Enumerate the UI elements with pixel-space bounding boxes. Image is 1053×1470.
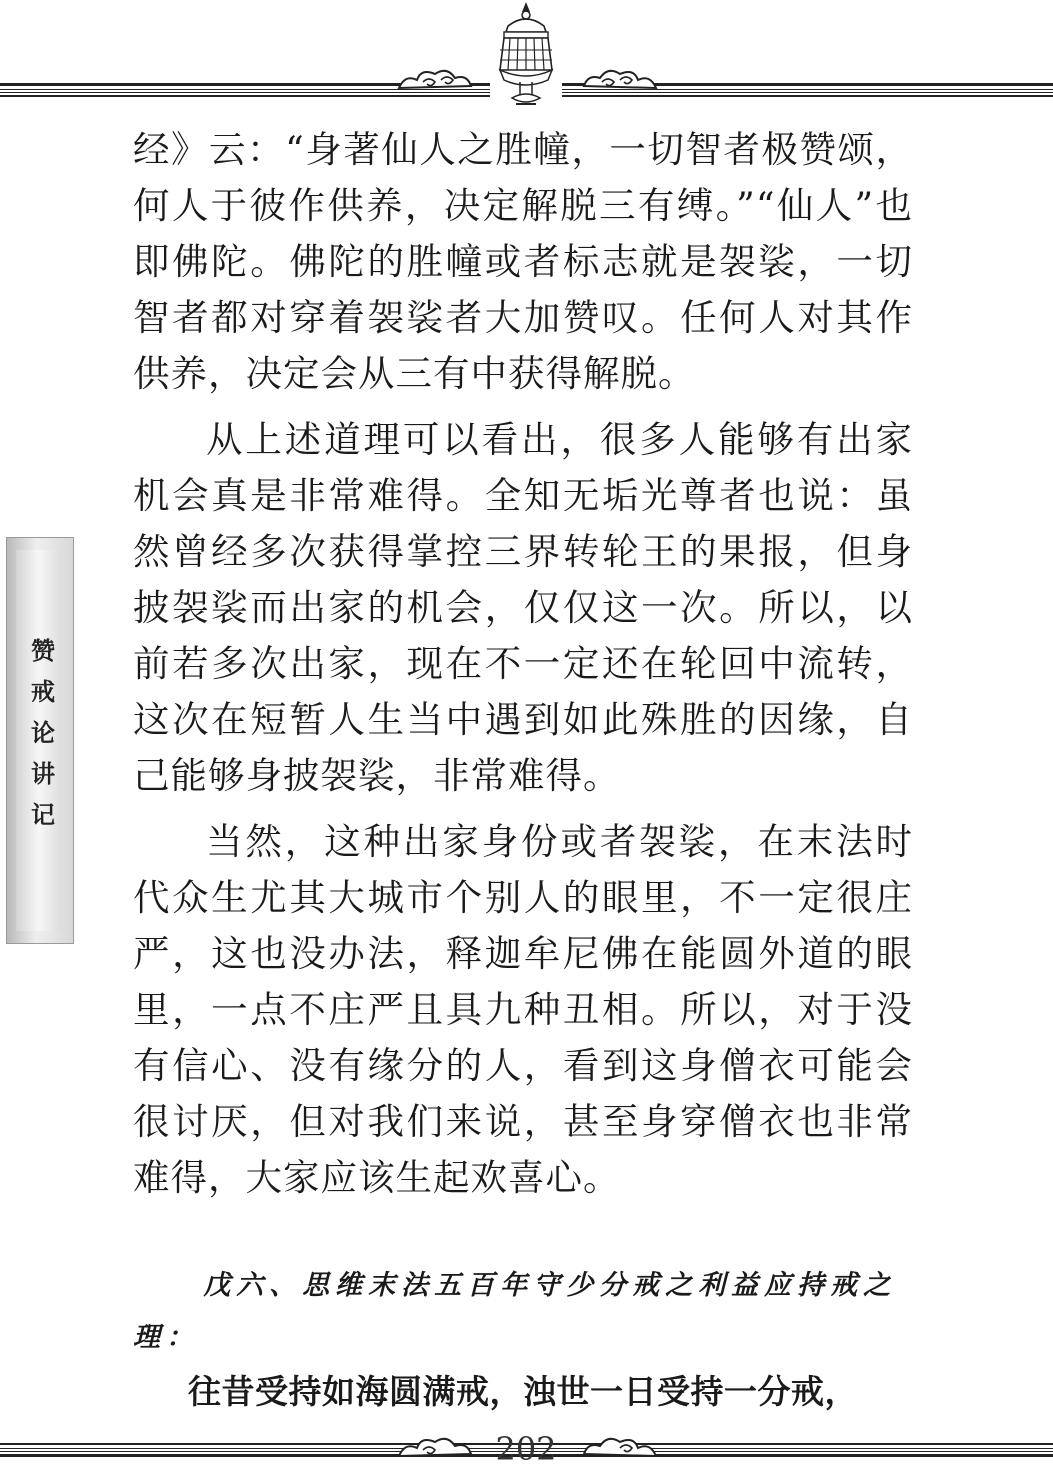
auspicious-cloud-icon <box>580 1432 660 1462</box>
section-heading: 戊六、思维末法五百年守少分戒之利益应持戒之理： <box>133 1270 897 1353</box>
auspicious-cloud-icon <box>395 64 475 94</box>
paragraph-3: 当然，这种出家身份或者袈裟，在末法时代众生尤其大城市个别人的眼里，不一定很庄严，这也没办法，释迦牟尼佛在能圆外道的眼里，一点不庄严且具九种丑相。所以，对于没有信心、没有缘分的人，看到这身僧衣可能会很讨厌，但对我们来说，甚至身穿僧衣也非常难得，大家应该生起欢喜心。 <box>133 820 913 1199</box>
verse-line: 往昔受持如海圆满戒，浊世一日受持一分戒， <box>188 1372 858 1411</box>
auspicious-cloud-icon <box>580 64 660 94</box>
side-chapter-tab <box>6 537 74 944</box>
main-body-text <box>133 122 913 1206</box>
page-number: 202 <box>495 1430 557 1468</box>
side-tab-label: 赞戒论讲记 <box>26 638 55 843</box>
paragraph-2: 从上述道理可以看出，很多人能够有出家机会真是非常难得。全知无垢光尊者也说：虽然曾经多次获得掌控三界转轮王的果报，但身披袈裟而出家的机会，仅仅这一次。所以，以前若多次出家，现在不一定还在轮回中流转，这次在短暂人生当中遇到如此殊胜的因缘，自己能够身披袈裟，非常难得。 <box>133 418 913 797</box>
paragraph-1: 经》云：“身著仙人之胜幢，一切智者极赞颂，何人于彼作供养，决定解脱三有缚。”“仙人”也即佛陀。佛陀的胜幢或者标志就是袈裟，一切智者都对穿着袈裟者大加赞叹。任何人对其作供养，决定会从三有中获得解脱。 <box>133 128 913 395</box>
victory-banner-icon <box>490 0 562 110</box>
auspicious-cloud-icon <box>395 1432 475 1462</box>
